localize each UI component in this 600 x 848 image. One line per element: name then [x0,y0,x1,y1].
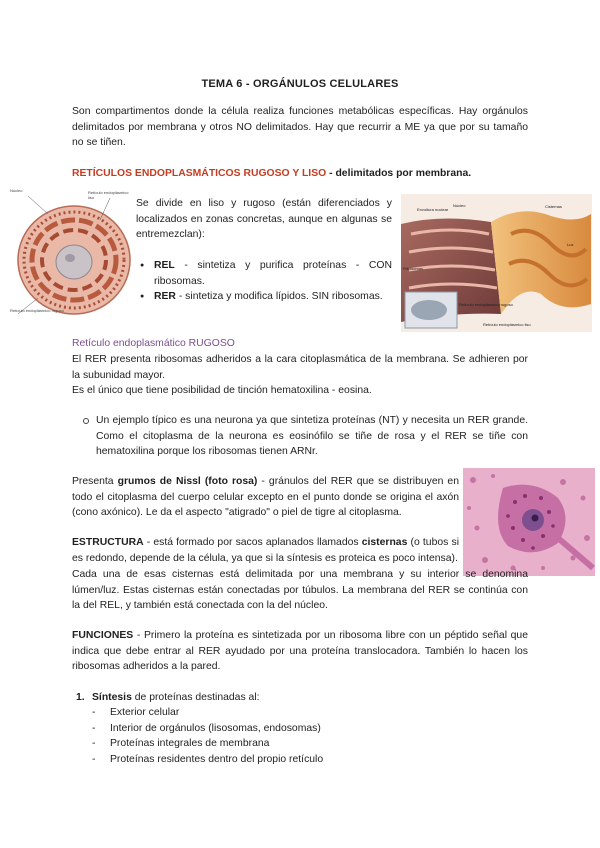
heading-rest: - delimitados por membrana. [326,168,472,179]
estructura-paragraph [72,535,459,566]
nissl-bold: grumos de Nissl (foto rosa) [117,476,258,487]
sub-list-item: - Exterior celular [92,705,492,721]
estructura-paragraph-2: Cada una de esas cisternas está delimitada por una membrana y su interior se denomina lúmen/luz. Estas cisternas están conectadas por túbulos. La membrana del RER se continúa con la del REL, y también está conectada con la del núcleo. [72,569,528,612]
estructura-post: (o tubos si es redondo, depende de la célula, ya que si la síntesis es proteica es poco intensa). [72,537,459,564]
er-3d-illustration [401,194,592,332]
section-heading-reticulos [72,166,528,182]
rer-heading: Retículo endoplasmático RUGOSO [72,338,235,349]
nissl-histology-photo [463,468,595,576]
rer-paragraph-1: El RER presenta ribosomas adheridos a la cara citoplasmática de la membrana. Se adhieren por la subunidad mayor. [72,354,528,381]
nissl-pre: Presenta [72,476,118,487]
rer-example-item: Un ejemplo típico es una neurona ya que sintetiza proteínas (NT) y necesita un RER grande. Como el citoplasma de la neurona es eosinófilo se tiñe de rosa y el RER se tiñe con hematoxilina porque los ribosomas tienen ARNr. [74,413,528,460]
intro-paragraph: Son compartimentos donde la célula realiza funciones metabólicas específicas. Hay orgánulos delimitados por membrana y otros NO delimitados. Hay que recurrir a ME ya que por su tamaño no se tiñen. [72,106,528,149]
funciones-post: - Primero la proteína es sintetizada por un ribosoma libre con un péptido señal que indica que debe entrar al RER ayudado por una proteína translocadora. También lo hacen los ribosomas adheridos a la pared. [72,630,528,673]
section1-text: Se divide en liso y rugoso (están diferenciados y localizados en zonas concretas, aunque en algunas se entremezclan): [136,198,392,241]
fig-label-1: Núcleo [10,188,23,193]
estructura-mid: - está formado por sacos aplanados llamados [143,537,362,548]
list-number: 1. [76,692,85,703]
list-bold: Síntesis [92,692,132,703]
heading-red-part: RETÍCULOS ENDOPLASMÁTICOS RUGOSO Y LISO [72,168,327,179]
bullet-rer-text: - sintetiza y modifica lípidos. SIN ribosomas. [175,291,383,303]
estructura-bold: ESTRUCTURA [72,537,144,548]
er-label-rel: Retículo endoplásmico liso [483,322,531,327]
sub-list-item: - Proteínas integrales de membrana [92,736,492,752]
bullet-rel [136,258,392,289]
cell-illustration [8,188,134,320]
er-label-envoltura: Envoltura nuclear [417,207,449,212]
estructura-bold2: cisternas [361,537,408,548]
sub-list [92,705,492,767]
bullet-rel-bold: REL [154,260,175,271]
bullet-rer [136,289,392,305]
er-label-luz: Luz [567,242,574,247]
er-label-rer: Retículo endoplásmico rugoso [459,302,513,307]
page-title: TEMA 6 - ORGÁNULOS CELULARES [201,78,399,90]
bullet-rel-text: - sintetiza y purifica proteínas - CON ribosomas. [154,260,392,287]
list-rest: de proteínas destinadas al: [131,692,260,703]
er-label-nucleo: Núcleo [453,203,466,208]
nissl-paragraph [72,474,459,521]
bullet-rer-bold: RER [154,291,176,303]
er-label-ribosomas: Ribosomas [403,266,424,271]
fig-label-2: Retículo endoplásmico liso [88,190,129,200]
er-label-cisternas: Cisternas [545,204,562,209]
funciones-bold: FUNCIONES [72,630,134,641]
sub-list-item: - Proteínas residentes dentro del propio retículo [92,752,492,768]
funciones-paragraph [72,628,528,675]
rer-paragraph-2: Es el único que tiene posibilidad de tinción hematoxilina - eosina. [72,385,372,396]
sub-list-item: - Interior de orgánulos (lisosomas, endosomas) [92,721,492,737]
fig-label-3: Retículo endoplásmico rugoso [10,308,64,313]
section1-bullets [136,258,392,305]
nissl-post: - gránulos del RER que se distribuyen en todo el citoplasma del cuerpo celular excepto en el punto donde se origina el axón (cono axónico). Le da el aspecto "atigrado" o piel de tigre al citoplasma. [72,476,459,519]
